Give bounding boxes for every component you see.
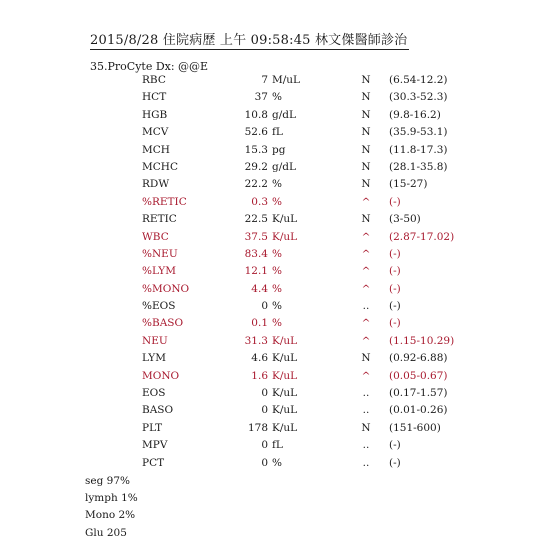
- reference-range: (6.54-12.2): [389, 74, 448, 86]
- test-flag: ^: [361, 317, 371, 330]
- test-unit: g/dL: [272, 108, 296, 121]
- reference-range: (1.15-10.29): [389, 334, 455, 347]
- reference-range: (15-27): [389, 178, 428, 191]
- test-flag: ^: [361, 195, 371, 208]
- reference-range: (35.9-53.1): [389, 126, 448, 139]
- test-value: 178: [247, 421, 268, 434]
- results-table: [0, 72, 533, 472]
- test-value: 0: [261, 387, 268, 400]
- reference-range: (-): [389, 439, 401, 452]
- test-unit: K/uL: [272, 387, 298, 400]
- test-name: RETIC: [142, 213, 177, 226]
- result-row: [0, 263, 533, 280]
- test-unit: fL: [272, 126, 283, 139]
- test-value: 0.3: [251, 195, 268, 208]
- result-row: [0, 124, 533, 141]
- test-name: HCT: [142, 91, 167, 104]
- test-flag: ^: [361, 230, 371, 243]
- test-flag: N: [361, 143, 371, 156]
- test-name: PCT: [142, 456, 165, 469]
- test-name: BASO: [142, 404, 174, 417]
- test-flag: N: [361, 421, 371, 434]
- test-unit: K/uL: [272, 230, 298, 243]
- test-value: 0: [261, 300, 268, 313]
- result-row: [0, 350, 533, 367]
- result-row: [0, 281, 533, 298]
- test-unit: K/uL: [272, 369, 298, 382]
- test-unit: %: [272, 456, 282, 469]
- reference-range: (30.3-52.3): [389, 91, 448, 104]
- result-row: [0, 437, 533, 454]
- test-value: 37.5: [244, 230, 268, 243]
- analyzer-line: 35.ProCyte Dx: @@E: [90, 60, 209, 73]
- result-row: [0, 194, 533, 211]
- test-value: 31.3: [244, 334, 268, 347]
- test-name: EOS: [142, 387, 166, 400]
- reference-range: (0.01-0.26): [389, 404, 448, 417]
- reference-range: (151-600): [389, 421, 441, 434]
- reference-range: (-): [389, 247, 401, 260]
- note-line: seg 97%: [85, 475, 130, 487]
- test-unit: %: [272, 265, 282, 278]
- test-value: 12.1: [244, 265, 268, 278]
- test-unit: %: [272, 195, 282, 208]
- result-row: [0, 142, 533, 159]
- test-name: %BASO: [142, 317, 184, 330]
- reference-range: (-): [389, 456, 401, 469]
- test-unit: M/uL: [272, 74, 301, 86]
- test-value: 4.4: [251, 282, 268, 295]
- test-unit: K/uL: [272, 213, 298, 226]
- test-flag: ..: [362, 387, 370, 400]
- test-name: WBC: [142, 230, 169, 243]
- result-row: [0, 107, 533, 124]
- test-unit: %: [272, 300, 282, 313]
- test-flag: ..: [362, 404, 370, 417]
- notes-list: [85, 473, 285, 542]
- test-value: 22.5: [244, 213, 268, 226]
- reference-range: (0.17-1.57): [389, 387, 448, 400]
- test-value: 15.3: [244, 143, 268, 156]
- result-row: [0, 368, 533, 385]
- test-flag: ^: [361, 369, 371, 382]
- test-name: MONO: [142, 369, 180, 382]
- test-value: 7: [261, 74, 268, 86]
- result-row: [0, 176, 533, 193]
- test-value: 10.8: [244, 108, 268, 121]
- result-row: [0, 298, 533, 315]
- test-flag: ..: [362, 439, 370, 452]
- reference-range: (-): [389, 282, 401, 295]
- test-name: MCV: [142, 126, 169, 139]
- test-unit: %: [272, 282, 282, 295]
- test-unit: %: [272, 247, 282, 260]
- note-line: lymph 1%: [85, 492, 138, 505]
- test-unit: fL: [272, 439, 283, 452]
- reference-range: (-): [389, 265, 401, 278]
- test-flag: N: [361, 91, 371, 104]
- test-name: LYM: [142, 352, 166, 365]
- test-value: 4.6: [251, 352, 268, 365]
- test-unit: %: [272, 317, 282, 330]
- result-row: [0, 402, 533, 419]
- result-row: [0, 420, 533, 437]
- reference-range: (-): [389, 317, 401, 330]
- reference-range: (-): [389, 300, 401, 313]
- result-row: [0, 246, 533, 263]
- test-unit: %: [272, 91, 282, 104]
- test-flag: N: [361, 178, 371, 191]
- test-flag: N: [361, 126, 371, 139]
- test-flag: N: [361, 352, 371, 365]
- test-name: %LYM: [142, 265, 176, 278]
- reference-range: (-): [389, 195, 401, 208]
- note-line: Glu 205: [85, 526, 127, 539]
- test-unit: pg: [272, 143, 286, 156]
- test-flag: ^: [361, 247, 371, 260]
- result-row: [0, 211, 533, 228]
- result-row: [0, 455, 533, 472]
- test-value: 22.2: [244, 178, 268, 191]
- test-name: RDW: [142, 178, 170, 191]
- reference-range: (2.87-17.02): [389, 230, 455, 243]
- test-name: %MONO: [142, 282, 190, 295]
- report-header: [90, 29, 407, 48]
- test-name: MCH: [142, 143, 170, 156]
- reference-range: (0.05-0.67): [389, 369, 448, 382]
- header-underline: [90, 49, 409, 50]
- reference-range: (28.1-35.8): [389, 160, 448, 173]
- test-value: 0: [261, 404, 268, 417]
- result-row: [0, 385, 533, 402]
- reference-range: (11.8-17.3): [389, 143, 448, 156]
- test-name: MPV: [142, 439, 168, 452]
- test-name: MCHC: [142, 160, 178, 173]
- test-flag: ^: [361, 282, 371, 295]
- test-flag: N: [361, 108, 371, 121]
- test-name: NEU: [142, 334, 168, 347]
- test-value: 1.6: [251, 369, 268, 382]
- reference-range: (9.8-16.2): [389, 108, 441, 121]
- test-flag: ..: [362, 456, 370, 469]
- reference-range: (0.92-6.88): [389, 352, 448, 365]
- result-row: [0, 315, 533, 332]
- test-flag: ^: [361, 334, 371, 347]
- test-name: RBC: [142, 74, 166, 86]
- test-unit: %: [272, 178, 282, 191]
- test-name: %NEU: [142, 247, 178, 260]
- test-value: 29.2: [244, 160, 268, 173]
- test-value: 37: [254, 91, 268, 104]
- test-name: HGB: [142, 108, 168, 121]
- test-flag: ^: [361, 265, 371, 278]
- test-flag: N: [361, 213, 371, 226]
- test-name: %RETIC: [142, 195, 187, 208]
- test-unit: g/dL: [272, 160, 296, 173]
- test-value: 52.6: [244, 126, 268, 139]
- result-row: [0, 89, 533, 106]
- reference-range: (3-50): [389, 213, 421, 226]
- result-row: [0, 333, 533, 350]
- test-value: 0: [261, 456, 268, 469]
- test-flag: N: [361, 160, 371, 173]
- test-unit: K/uL: [272, 421, 298, 434]
- note-line: Mono 2%: [85, 509, 136, 522]
- test-unit: K/uL: [272, 404, 298, 417]
- test-unit: K/uL: [272, 352, 298, 365]
- result-row: [0, 72, 533, 89]
- test-value: 83.4: [244, 247, 268, 260]
- test-value: 0.1: [251, 317, 268, 330]
- test-flag: N: [361, 74, 371, 86]
- test-value: 0: [261, 439, 268, 452]
- result-row: [0, 229, 533, 246]
- test-flag: ..: [362, 300, 370, 313]
- test-name: %EOS: [142, 300, 176, 313]
- result-row: [0, 159, 533, 176]
- report-title: 2015/8/28 住院病歷 上午 09:58:45 林文傑醫師診治: [90, 33, 408, 48]
- test-name: PLT: [142, 421, 163, 434]
- test-unit: K/uL: [272, 334, 298, 347]
